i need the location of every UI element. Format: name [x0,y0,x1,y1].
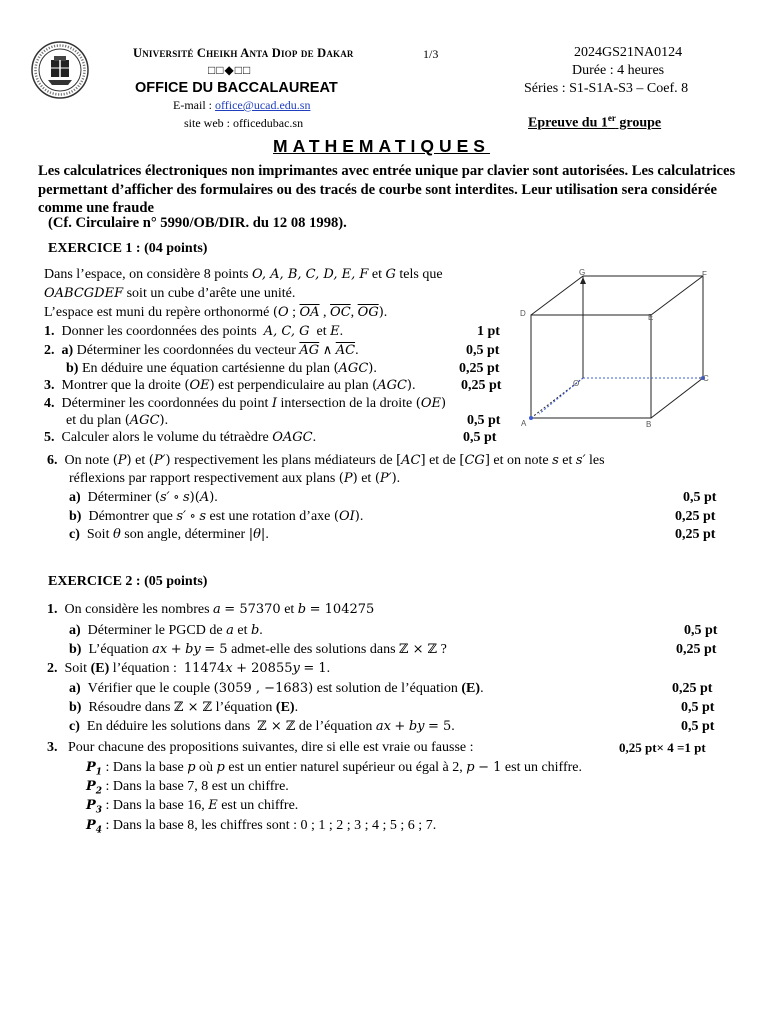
exercise-2-title: EXERCICE 2 : (05 points) [48,574,208,589]
ex1-intro-line1: Dans l’espace, on considère 8 points O, A, B, C, D, E, F et G tels que [44,267,443,282]
ex2-p1: $P_1$ : Dans la base p où p est un entier naturel supérieur ou égal à 2, p − 1 est un chiffre. [86,760,583,778]
university-logo [30,40,90,100]
ex2-p2: $P_2$ : Dans la base 7, 8 est un chiffre. [86,779,289,797]
ex1-q2b-points: 0,25 pt [459,361,500,376]
ex1-intro-line2: OABCGDEF soit un cube d’arête une unité. [44,286,296,301]
ex1-q6-line1: 6. On note (P) et (P′) respectivement les plans médiateurs de [AC] et de [CG] et on note s et s′ les [47,453,605,468]
cube-label-f: F [702,270,707,279]
exam-group [528,113,661,132]
exam-series: Séries : S1-S1A-S3 – Coef. 8 [524,81,689,96]
ex2-p4: $P_4$ : Dans la base 8, les chiffres sont : 0 ; 1 ; 2 ; 3 ; 4 ; 5 ; 6 ; 7. [86,818,437,836]
ex2-q3: 3. Pour chacune des propositions suivantes, dire si elle est vraie ou fausse : [47,740,474,755]
ex2-q2b: b) Résoudre dans ℤ × ℤ l’équation (E). [69,700,299,715]
email-link[interactable]: office@ucad.edu.sn [215,98,311,112]
exam-group-text: Epreuve du 1 [528,115,608,131]
circulaire-reference: (Cf. Circulaire n° 5990/OB/DIR. du 12 08 1998). [48,215,347,231]
ex1-q6c-points: 0,25 pt [675,527,716,542]
ex1-q6a-points: 0,5 pt [683,490,717,505]
ex1-q4-points: 0,5 pt [467,413,501,428]
cube-label-o: O [573,379,580,388]
ex1-q3-points: 0,25 pt [461,378,502,393]
ex1-q5: 5. Calculer alors le volume du tétraèdre OAGC. [44,430,317,445]
exam-code: 2024GS21NA0124 [574,45,683,60]
point-a [529,416,533,420]
cube-label-d: D [520,309,526,318]
ex1-q2a: 2. a) Déterminer les coordonnées du vecteur $\overline{AG}$ ∧ $\overline{AC}$. [44,343,359,358]
exam-group-text-end: groupe [615,115,662,131]
ex1-q1-points: 1 pt [477,324,500,339]
ex1-q3: 3. Montrer que la droite (OE) est perpendiculaire au plan (AGC). [44,378,416,393]
calculator-notice: Les calculatrices électroniques non imprimantes avec entrée unique par clavier sont autorisées. Les calculatrices permettant d’afficher des formulaires ou des tracés de courbe sont interdites. Leur utilisation sera considérée comme une fraude [38,163,736,216]
ex1-q6c: c) Soit θ son angle, déterminer |θ|. [69,527,269,542]
ex1-intro-line3: L’espace est muni du repère orthonormé (O ; $\overline{OA}$ , $\overline{OC}$, $\overline{OG}$). [44,305,388,320]
cube-label-c: C [703,374,709,383]
header-ornament: □□◆□□ [208,63,252,77]
ex1-q4-line1: 4. Déterminer les coordonnées du point I intersection de la droite (OE) [44,396,447,411]
ex2-q2a: a) Vérifier que le couple (3059 , −1683) est solution de l’équation (E). [69,681,484,696]
cube-label-b: B [646,420,652,429]
cube-label-g: G [579,268,586,277]
ex1-q1: 1. Donner les coordonnées des points A, C, G et E. [44,324,344,339]
ex2-q3-points: 0,25 pt× 4 =1 pt [619,740,706,755]
ex2-q2c: c) En déduire les solutions dans ℤ × ℤ de l’équation ax + by = 5. [69,719,455,734]
cube-label-e: E [648,313,654,322]
ex2-q2a-points: 0,25 pt [672,681,713,696]
ex1-q5-points: 0,5 pt [463,430,497,445]
ex1-q2a-points: 0,5 pt [466,343,500,358]
ex2-q2b-points: 0,5 pt [681,700,715,715]
exercise-1-title: EXERCICE 1 : (04 points) [48,241,208,256]
ex2-q1b-points: 0,25 pt [676,642,717,657]
exam-group-sup: er [607,113,616,123]
page-number: 1/3 [423,47,439,61]
ex2-p3: $P_3$ : Dans la base 16, E est un chiffre. [86,798,299,816]
ex2-q1a: a) Déterminer le PGCD de a et b. [69,623,263,638]
ex2-q2c-points: 0,5 pt [681,719,715,734]
ex2-q1: 1. On considère les nombres a = 57370 et b = 104275 [47,602,375,617]
university-name: Université Cheikh Anta Diop de Dakar [133,46,354,60]
office-name: OFFICE DU BACCALAUREAT [135,80,338,96]
ex1-q6a: a) Déterminer (s′ ∘ s)(A). [69,490,218,505]
ex2-q1b: b) L’équation ax + by = 5 admet-elle des solutions dans ℤ × ℤ ? [69,642,447,657]
ex1-q6b-points: 0,25 pt [675,509,716,524]
email-line [173,98,310,113]
cube-label-a: A [521,419,527,428]
ex1-q6b: b) Démontrer que s′ ∘ s est une rotation d’axe (OI). [69,509,364,524]
page-title: MATHEMATIQUES [273,136,490,156]
exam-duration: Durée : 4 heures [572,63,665,78]
ex1-q4-line2: et du plan (AGC). [66,413,169,428]
ex2-q1a-points: 0,5 pt [684,623,718,638]
email-label: E-mail : [173,98,215,112]
website-line: site web : officedubac.sn [184,116,304,130]
cube-diagram [515,268,715,436]
ex2-q2: 2. Soit (E) l’équation : 11474x + 20855y = 1. [47,661,331,676]
ex1-q2b: b) En déduire une équation cartésienne du plan (AGC). [66,361,377,376]
ex1-q6-line2: réflexions par rapport respectivement aux plans (P) et (P′). [69,471,401,486]
